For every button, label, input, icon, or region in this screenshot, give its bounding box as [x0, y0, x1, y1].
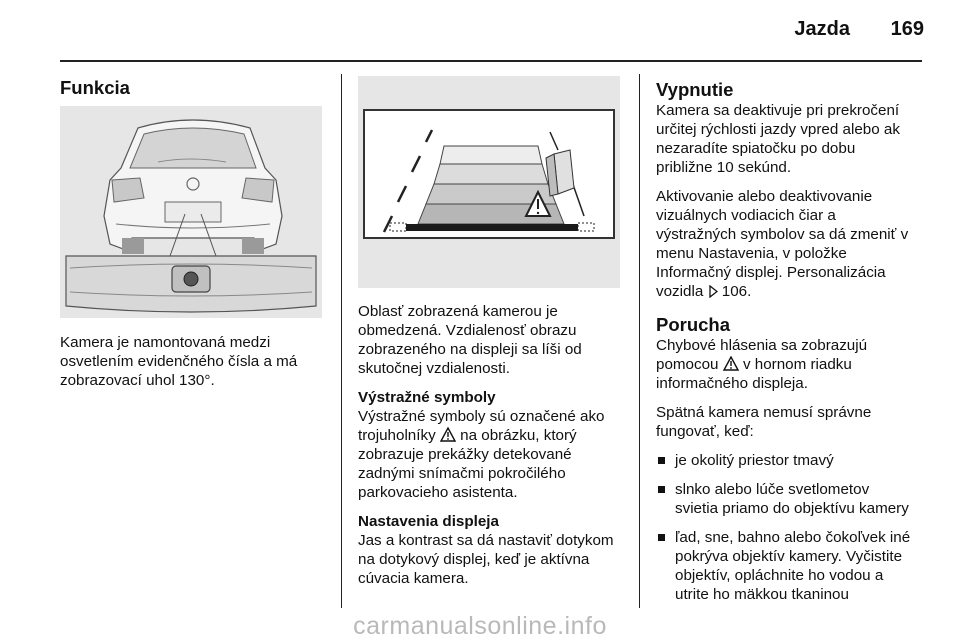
text-line: obmedzená. Vzdialenosť obrazu [358, 322, 577, 339]
list-item [656, 451, 936, 470]
header-rule [60, 60, 922, 62]
text-line: fungovať, keď: [656, 423, 754, 440]
text-line: nezaradíte spiatočku po dobu [656, 140, 856, 157]
display-settings-paragraph [358, 512, 633, 588]
text-line: zobrazeného na displeji sa líši od [358, 341, 582, 358]
column-divider-left [341, 74, 342, 608]
camera-display-illustration [358, 76, 620, 288]
square-bullet-icon [658, 534, 665, 541]
text-line: utrite ho mäkkou tkaninou [675, 586, 849, 603]
warning-triangle-icon [440, 427, 456, 442]
running-header-title: Jazda [794, 18, 850, 40]
column-1 [60, 78, 330, 99]
toggle-paragraph [656, 187, 936, 301]
text-line: Kamera sa deaktivuje pri prekročení [656, 102, 900, 119]
column-3-text [656, 80, 936, 614]
text-line: Informačný displej. Personalizácia [656, 264, 886, 281]
text-line: pokrýva objektív kamery. Vyčistite [675, 548, 903, 565]
page-reference-link[interactable]: 106. [721, 283, 752, 300]
text-line: určitej rýchlosti jazdy vpred alebo ak [656, 121, 900, 138]
text-line: Kamera je namontovaná medzi [60, 334, 271, 351]
text-line: Výstražné symboly sú označené ako [358, 408, 605, 425]
text-line: slnko alebo lúče svetlometov [675, 481, 870, 498]
text-line: osvetlením evidenčného čísla a má [60, 353, 298, 370]
text-line: vizuálnych vodiacich čiar a [656, 207, 836, 224]
list-item [656, 528, 936, 604]
caption-camera-mount [60, 333, 335, 390]
text-line: menu Nastavenia, v položke [656, 245, 847, 262]
text-line: trojuholníky [358, 427, 436, 444]
text-line: Spätná kamera nemusí správne [656, 404, 872, 421]
text-line: cúvacia kamera. [358, 570, 469, 587]
text-line: Jas a kontrast sa dá nastaviť dotykom [358, 532, 614, 549]
text-line: výstražných symbolov sa dá zmeniť v [656, 226, 909, 243]
text-line: na dotykový displej, keď je aktívna [358, 551, 590, 568]
text-line: pomocou [656, 356, 719, 373]
subheading-display-settings: Nastavenia displeja [358, 513, 499, 530]
figure-camera-display [358, 76, 620, 288]
column-divider-right [639, 74, 640, 608]
section-heading-funkcia: Funkcia [60, 77, 130, 98]
warning-symbols-paragraph [358, 388, 633, 502]
watermark: carmanualsonline.info [353, 612, 607, 640]
fault-paragraph [656, 336, 936, 393]
deactivation-paragraph [656, 101, 936, 177]
fault-conditions-list [656, 451, 936, 604]
column-2-text [358, 302, 633, 598]
text-line: Chybové hlásenia sa zobrazujú [656, 337, 868, 354]
page-reference-arrow-icon[interactable] [708, 285, 718, 298]
text-line: v hornom riadku [742, 356, 852, 373]
section-heading-porucha: Porucha [656, 314, 731, 335]
text-line: vozidla [656, 283, 704, 300]
text-line: je okolitý priestor tmavý [675, 452, 834, 469]
list-item [656, 480, 936, 518]
subheading-warning-symbols: Výstražné symboly [358, 389, 496, 406]
text-line: objektív, opláchnite ho vodou a [675, 567, 884, 584]
page-number: 169 [890, 18, 924, 40]
figure-car-rear-camera [60, 106, 322, 318]
text-line: informačného displeja. [656, 375, 808, 392]
text-line: Aktivovanie alebo deaktivovanie [656, 188, 873, 205]
square-bullet-icon [658, 457, 665, 464]
warning-triangle-icon [723, 356, 739, 371]
text-line: zadnými snímačmi pokročilého [358, 465, 566, 482]
text-line: svietia priamo do objektívu kamery [675, 500, 909, 517]
text-line: parkovacieho asistenta. [358, 484, 518, 501]
text-line: skutočnej vzdialenosti. [358, 360, 510, 377]
car-rear-illustration [60, 106, 322, 318]
caption-display-area [358, 302, 633, 378]
square-bullet-icon [658, 486, 665, 493]
fault-intro-paragraph [656, 403, 936, 441]
text-line: približne 10 sekúnd. [656, 159, 792, 176]
section-heading-vypnutie: Vypnutie [656, 79, 734, 100]
text-line: na obrázku, ktorý [460, 427, 577, 444]
text-line: zobrazovací uhol 130°. [60, 372, 215, 389]
text-line: zobrazuje prekážky detekované [358, 446, 572, 463]
text-line: ľad, sne, bahno alebo čokoľvek iné [675, 529, 911, 546]
text-line: Oblasť zobrazená kamerou je [358, 303, 558, 320]
